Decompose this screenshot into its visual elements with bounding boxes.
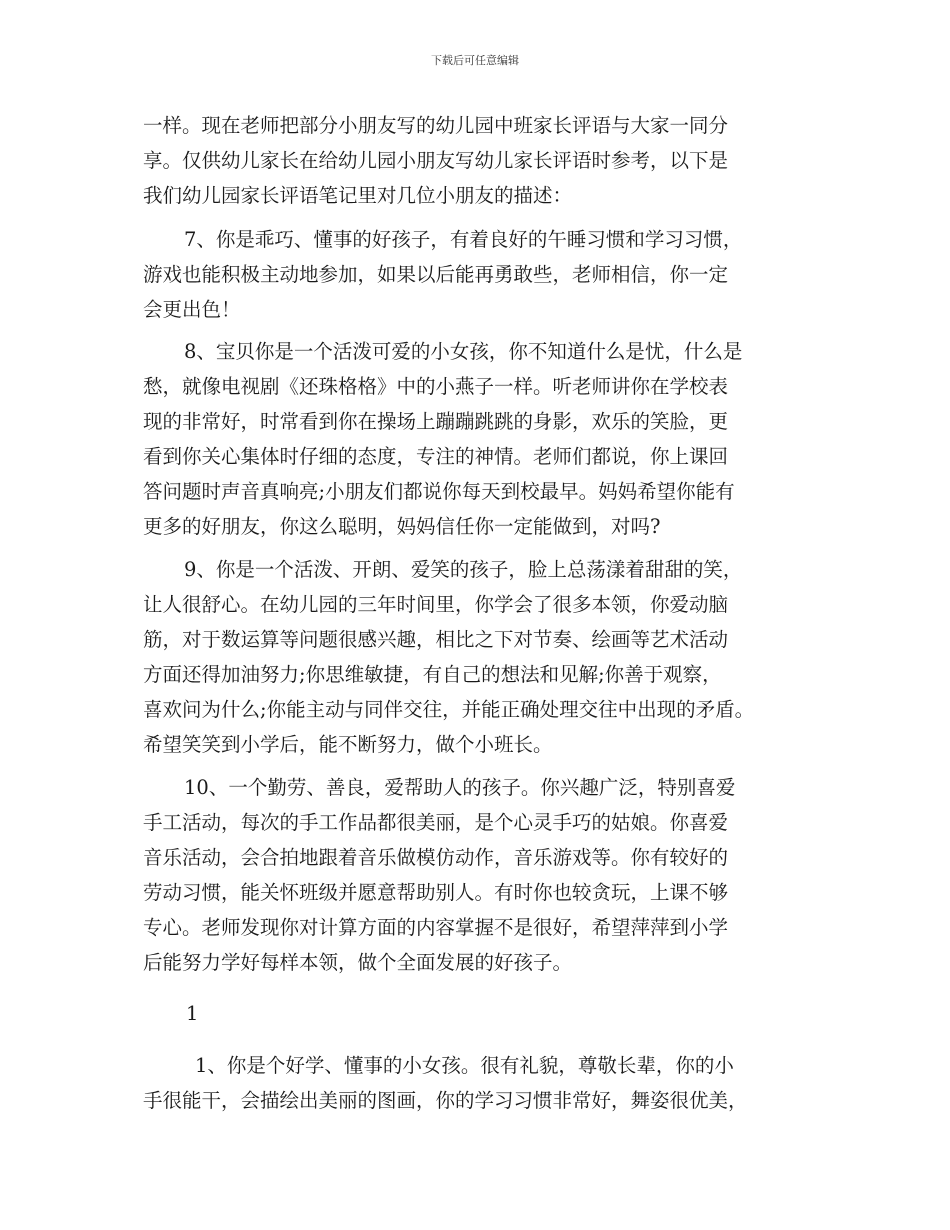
text-line: 1、你是个好学、懂事的小女孩。很有礼貌，尊敬长辈，你的小: [195, 1054, 734, 1077]
text-line: 愁，就像电视剧《还珠格格》中的小燕子一样。听老师讲你在学校表: [143, 375, 729, 398]
text-line: 后能努力学好每样本领，做个全面发展的好孩子。: [143, 951, 573, 974]
text-line: 手工活动，每次的手工作品都很美丽，是个心灵手巧的姑娘。你喜爱: [143, 811, 729, 834]
text-line: 喜欢问为什么;你能主动与同伴交往，并能正确处理交往中出现的矛盾。: [143, 698, 755, 721]
text-line: 我们幼儿园家长评语笔记里对几位小朋友的描述：: [143, 184, 573, 207]
text-line: 希望笑笑到小学后，能不断努力，做个小班长。: [143, 733, 553, 756]
text-line: 8、宝贝你是一个活泼可爱的小女孩，你不知道什么是忧，什么是: [184, 340, 743, 363]
text-line: 音乐活动，会合拍地跟着音乐做模仿动作，音乐游戏等。你有较好的: [143, 846, 729, 869]
text-line: 现的非常好，时常看到你在操场上蹦蹦跳跳的身影，欢乐的笑脸，更: [143, 410, 729, 433]
text-line: 10、一个勤劳、善良，爱帮助人的孩子。你兴趣广泛，特别喜爱: [184, 776, 736, 799]
text-line: 劳动习惯，能关怀班级并愿意帮助别人。有时你也较贪玩，上课不够: [143, 881, 729, 904]
text-line: 享。仅供幼儿家长在给幼儿园小朋友写幼儿家长评语时参考，以下是: [143, 149, 729, 172]
text-line: 一样。现在老师把部分小朋友写的幼儿园中班家长评语与大家一同分: [143, 114, 729, 137]
page-number: 1: [186, 1002, 199, 1025]
text-line: 7、你是乖巧、懂事的好孩子，有着良好的午睡习惯和学习习惯，: [184, 228, 743, 251]
text-line: 会更出色！: [143, 298, 241, 321]
page-header-note: 下载后可任意编辑: [431, 54, 519, 67]
text-line: 筋，对于数运算等问题很感兴趣，相比之下对节奏、绘画等艺术活动: [143, 628, 729, 651]
text-line: 方面还得加油努力;你思维敏捷，有自己的想法和见解;你善于观察，: [143, 663, 722, 686]
text-line: 让人很舒心。在幼儿园的三年时间里，你学会了很多本领，你爱动脑: [143, 593, 729, 616]
text-line: 答问题时声音真响亮;小朋友们都说你每天到校最早。妈妈希望你能有: [143, 480, 735, 503]
text-line: 游戏也能积极主动地参加，如果以后能再勇敢些，老师相信，你一定: [143, 263, 729, 286]
text-line: 9、你是一个活泼、开朗、爱笑的孩子，脸上总荡漾着甜甜的笑，: [184, 558, 743, 581]
text-line: 更多的好朋友，你这么聪明，妈妈信任你一定能做到，对吗?: [143, 515, 661, 538]
text-line: 专心。老师发现你对计算方面的内容掌握不是很好，希望萍萍到小学: [143, 916, 729, 939]
text-line: 手很能干，会描绘出美丽的图画，你的学习习惯非常好，舞姿很优美，: [143, 1089, 748, 1112]
text-line: 看到你关心集体时仔细的态度，专注的神情。老师们都说，你上课回: [143, 445, 729, 468]
